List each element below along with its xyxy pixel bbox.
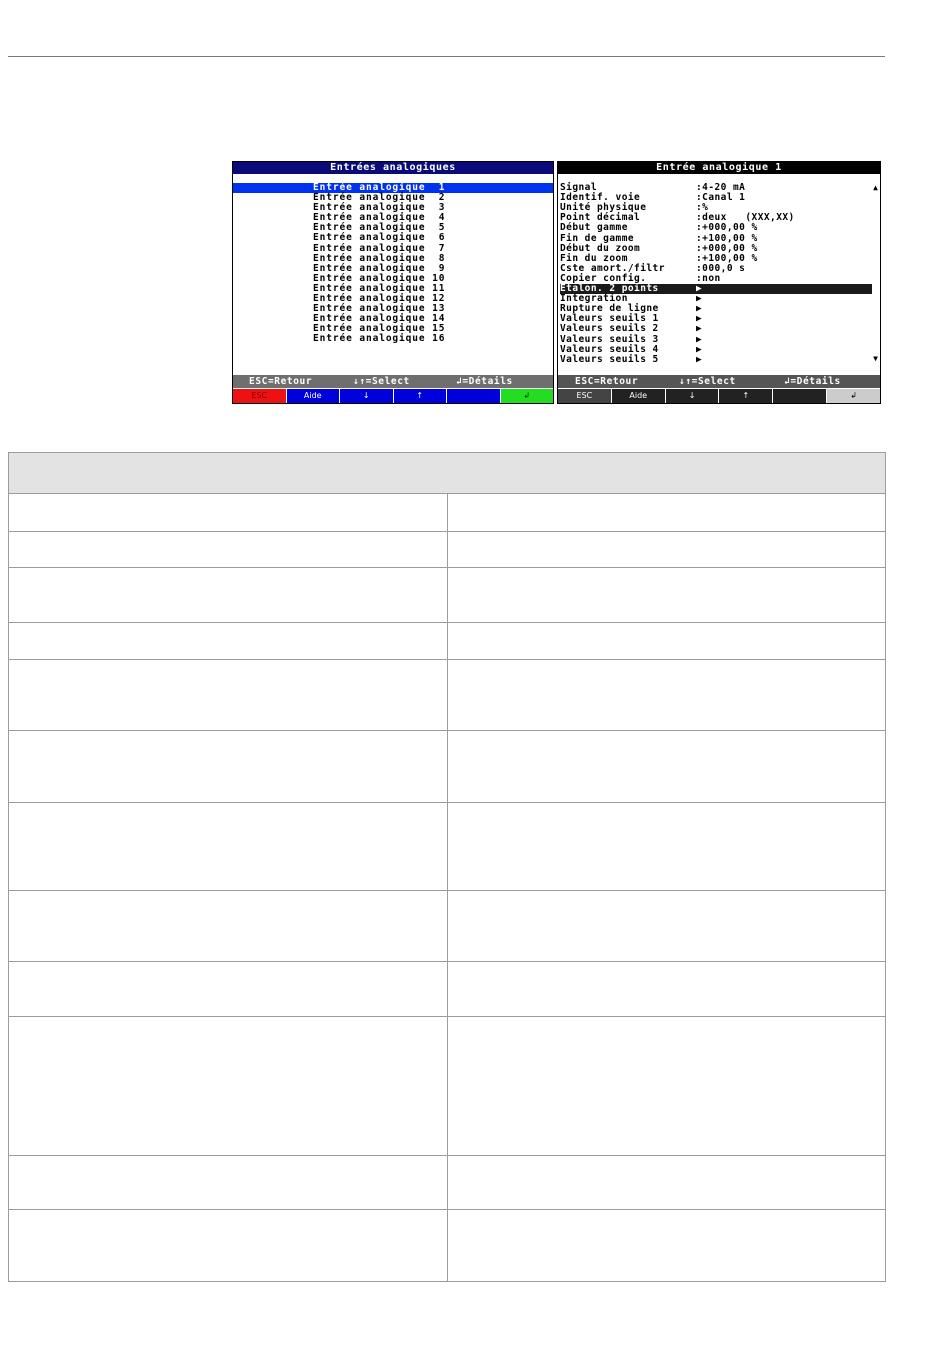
analog-input-item[interactable]: Entrée analogique 15 [313, 323, 446, 335]
parameter-name-cell [9, 623, 448, 660]
scroll-up-icon[interactable]: ▲ [873, 183, 878, 192]
parameter-label: Etalon. 2 points [560, 283, 659, 294]
parameter-value: ▶ [696, 293, 703, 305]
parameter-name-cell [9, 731, 448, 803]
parameter-description-cell [447, 494, 886, 532]
parameter-description-cell [447, 731, 886, 803]
softkey-bar [558, 389, 880, 403]
parameter-value: :+000,00 % [696, 222, 758, 234]
softkey-bar [233, 389, 553, 403]
parameter-label: Valeurs seuils 3 [560, 333, 659, 345]
parameter-value: ▶ [696, 353, 703, 365]
enter-softkey[interactable]: ↲ [501, 389, 554, 403]
header-rule [8, 56, 885, 57]
parameter-description-cell [447, 660, 886, 731]
table-row [9, 803, 886, 891]
analog-input-item[interactable]: Entrée analogique 2 [313, 192, 446, 204]
parameter-description-cell [447, 1210, 886, 1282]
parameter-value: :4-20 mA [696, 182, 746, 193]
parameter-description-cell [447, 532, 886, 568]
hint-select: ↓↑=Select [679, 376, 736, 387]
parameter-name-cell [9, 1210, 448, 1282]
parameter-value: :+100,00 % [696, 252, 758, 264]
parameter-name-cell [9, 803, 448, 891]
down-softkey[interactable]: ↓ [340, 389, 394, 403]
parameter-value: :% [696, 202, 709, 214]
table-row [9, 532, 886, 568]
parameter-name-cell [9, 962, 448, 1017]
parameter-description-cell [447, 1156, 886, 1210]
analog-input-item[interactable]: Entrée analogique 13 [313, 303, 446, 315]
parameter-value: ▶ [696, 333, 703, 345]
parameter-row[interactable] [560, 335, 872, 345]
parameter-description-cell [447, 568, 886, 623]
hint-esc: ESC=Retour [575, 376, 639, 387]
parameter-table [8, 452, 886, 1282]
scroll-down-icon[interactable]: ▼ [873, 354, 878, 363]
analog-inputs-list-screen [232, 161, 554, 404]
table-header-cell [9, 453, 886, 494]
parameter-label: Fin du zoom [560, 252, 628, 264]
parameter-label: Début gamme [560, 222, 628, 234]
parameter-value: :non [696, 272, 721, 284]
parameter-description-cell [447, 1017, 886, 1156]
parameter-label: Valeurs seuils 2 [560, 323, 659, 335]
blank-softkey[interactable] [773, 389, 827, 403]
parameter-label: Integration [560, 293, 628, 305]
analog-input-item[interactable]: Entrée analogique 5 [313, 222, 446, 234]
down-softkey[interactable]: ↓ [666, 389, 720, 403]
analog-input-item[interactable]: Entrée analogique 8 [313, 252, 446, 264]
analog-input-item[interactable]: Entrée analogique 9 [313, 262, 446, 274]
analog-input-item[interactable]: Entrée analogique 16 [313, 333, 446, 345]
analog-input-item[interactable]: Entrée analogique 7 [313, 242, 446, 254]
parameter-label: Début du zoom [560, 242, 641, 254]
analog-input-item[interactable]: Entrée analogique 3 [313, 202, 446, 214]
parameter-name-cell [9, 494, 448, 532]
analog-input-item[interactable]: Entrée analogique 12 [313, 293, 446, 305]
parameter-label: Copier config. [560, 272, 647, 284]
table-row [9, 1017, 886, 1156]
analog-input-detail-screen [557, 161, 881, 404]
analog-input-item[interactable]: Entrée analogique 14 [313, 313, 446, 325]
screen-title: Entrées analogiques [233, 162, 553, 175]
esc-softkey[interactable]: ESC [558, 389, 612, 403]
parameter-description-cell [447, 803, 886, 891]
hint-select: ↓↑=Select [353, 376, 410, 387]
parameter-label: Rupture de ligne [560, 303, 659, 315]
help-softkey[interactable]: Aide [287, 389, 341, 403]
parameter-name-cell [9, 660, 448, 731]
parameter-value: :+100,00 % [696, 232, 758, 244]
analog-input-item[interactable]: Entrée analogique 10 [313, 272, 446, 284]
table-row [9, 1210, 886, 1282]
parameter-value: ▶ [696, 303, 703, 315]
parameter-label: Valeurs seuils 4 [560, 343, 659, 355]
table-row [9, 568, 886, 623]
parameter-label: Signal [560, 182, 598, 193]
analog-input-item[interactable]: Entrée analogique 4 [313, 212, 446, 224]
parameter-name-cell [9, 1017, 448, 1156]
hint-details: ↲=Détails [784, 376, 841, 387]
help-softkey[interactable]: Aide [612, 389, 666, 403]
parameter-value: ▶ [696, 283, 703, 294]
parameter-row[interactable] [560, 355, 872, 365]
analog-input-item[interactable]: Entrée analogique 11 [313, 282, 446, 294]
screen-title: Entrée analogique 1 [558, 162, 880, 174]
analog-input-list [233, 183, 553, 345]
parameter-value: :000,0 s [696, 262, 746, 274]
parameter-label: Valeurs seuils 1 [560, 313, 659, 325]
parameter-label: Identif. voie [560, 192, 641, 204]
parameter-value: :deux (XXX,XX) [696, 212, 795, 224]
table-header-row [9, 453, 886, 494]
table-row [9, 494, 886, 532]
parameter-name-cell [9, 891, 448, 962]
parameter-name-cell [9, 532, 448, 568]
blank-softkey[interactable] [447, 389, 501, 403]
parameter-description-cell [447, 891, 886, 962]
table-row [9, 623, 886, 660]
esc-softkey[interactable]: ESC [233, 389, 287, 403]
hint-details: ↲=Détails [456, 376, 513, 387]
parameter-description-cell [447, 623, 886, 660]
table-row [9, 891, 886, 962]
parameter-row[interactable] [560, 324, 872, 334]
table-row [9, 660, 886, 731]
hint-esc: ESC=Retour [249, 376, 313, 387]
parameter-value: ▶ [696, 343, 703, 355]
parameter-value: :+000,00 % [696, 242, 758, 254]
parameter-value: ▶ [696, 323, 703, 335]
enter-softkey[interactable]: ↲ [827, 389, 880, 403]
parameter-label: Fin de gamme [560, 232, 635, 244]
key-hint-bar [233, 375, 553, 388]
parameter-label: Point décimal [560, 212, 641, 224]
parameter-name-cell [9, 1156, 448, 1210]
table-row [9, 962, 886, 1017]
parameter-label: Cste amort./filtr [560, 262, 665, 274]
up-softkey[interactable]: ↑ [394, 389, 448, 403]
parameter-label: Valeurs seuils 5 [560, 353, 659, 365]
parameter-row[interactable] [560, 223, 872, 233]
analog-input-item[interactable]: Entrée analogique 6 [313, 232, 446, 244]
parameter-value: :Canal 1 [696, 192, 746, 204]
analog-input-item[interactable]: Entrée analogique 1 [233, 183, 553, 193]
key-hint-bar [558, 375, 880, 388]
parameter-row[interactable] [560, 234, 872, 244]
parameter-label: Unité physique [560, 202, 647, 214]
parameter-name-cell [9, 568, 448, 623]
parameter-description-cell [447, 962, 886, 1017]
table-row [9, 731, 886, 803]
up-softkey[interactable]: ↑ [719, 389, 773, 403]
parameter-value: ▶ [696, 313, 703, 325]
table-row [9, 1156, 886, 1210]
